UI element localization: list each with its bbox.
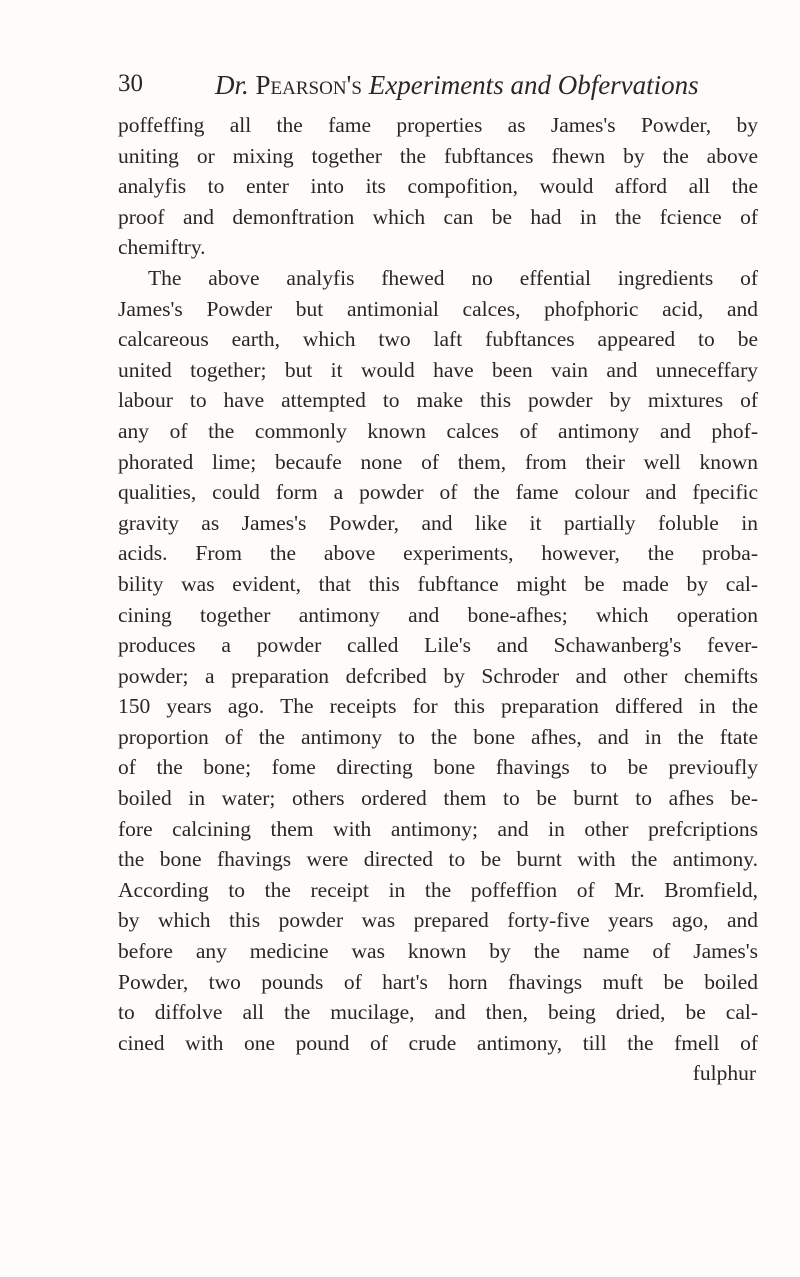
text-line: phorated lime; becaufe none of them, from their well known <box>118 449 758 474</box>
text-line: any of the commonly known calces of antimony and phof- <box>118 418 758 443</box>
text-line: fore calcining them with antimony; and in other prefcriptions <box>118 816 758 841</box>
author-name: Pearson's <box>255 70 362 100</box>
text-line: labour to have attempted to make this powder by mixtures of <box>118 388 758 413</box>
text-line: acids. From the above experiments, however, the proba- <box>118 541 758 566</box>
title-rest: Experiments and Obfervations <box>368 70 699 100</box>
text-line: proof and demonftration which can be had in the fcience of <box>118 204 758 229</box>
text-line: analyfis to enter into its compofition, would afford all the <box>118 174 758 199</box>
text-line: proportion of the antimony to the bone afhes, and in the ftate <box>118 724 758 749</box>
text-line: The above analyfis fhewed no effential ingredients of <box>148 265 758 290</box>
text-line: cined with one pound of crude antimony, till the fmell of <box>118 1030 758 1055</box>
text-line: cining together antimony and bone-afhes; which operation <box>118 602 758 627</box>
text-line: united together; but it would have been vain and unneceffary <box>118 357 758 382</box>
text-line: According to the receipt in the poffeffion of Mr. Bromfield, <box>118 877 758 902</box>
text-line: to diffolve all the mucilage, and then, being dried, be cal- <box>118 1000 758 1025</box>
text-line: bility was evident, that this fubftance might be made by cal- <box>118 571 758 596</box>
text-line: qualities, could form a powder of the fame colour and fpecific <box>118 480 758 505</box>
catchword: fulphur <box>692 1061 756 1086</box>
text-line: 150 years ago. The receipts for this preparation differed in the <box>118 694 758 719</box>
text-line: poffeffing all the fame properties as James's Powder, by <box>118 113 758 137</box>
body-text <box>118 110 758 1089</box>
running-head <box>118 70 758 110</box>
text-line: powder; a preparation defcribed by Schroder and other chemifts <box>118 663 758 688</box>
text-line: of the bone; fome directing bone fhavings to be previoufly <box>118 755 758 780</box>
text-line: uniting or mixing together the fubftances fhewn by the above <box>118 143 758 168</box>
running-title <box>215 70 699 101</box>
text-line: Powder, two pounds of hart's horn fhavings muft be boiled <box>118 969 758 994</box>
text-line: gravity as James's Powder, and like it partially foluble in <box>118 510 758 535</box>
text-line: produces a powder called Lile's and Schawanberg's fever- <box>118 633 758 658</box>
author-prefix: Dr. <box>215 70 249 100</box>
text-line: chemiftry. <box>118 235 206 260</box>
text-line: by which this powder was prepared forty-five years ago, and <box>118 908 758 933</box>
page-number: 30 <box>118 70 143 97</box>
text-line: James's Powder but antimonial calces, phofphoric acid, and <box>118 296 758 321</box>
text-line: calcareous earth, which two laft fubftances appeared to be <box>118 327 758 352</box>
text-line: the bone fhavings were directed to be burnt with the antimony. <box>118 847 758 872</box>
text-line: boiled in water; others ordered them to be burnt to afhes be- <box>118 786 758 811</box>
text-line: before any medicine was known by the name of James's <box>118 939 758 964</box>
